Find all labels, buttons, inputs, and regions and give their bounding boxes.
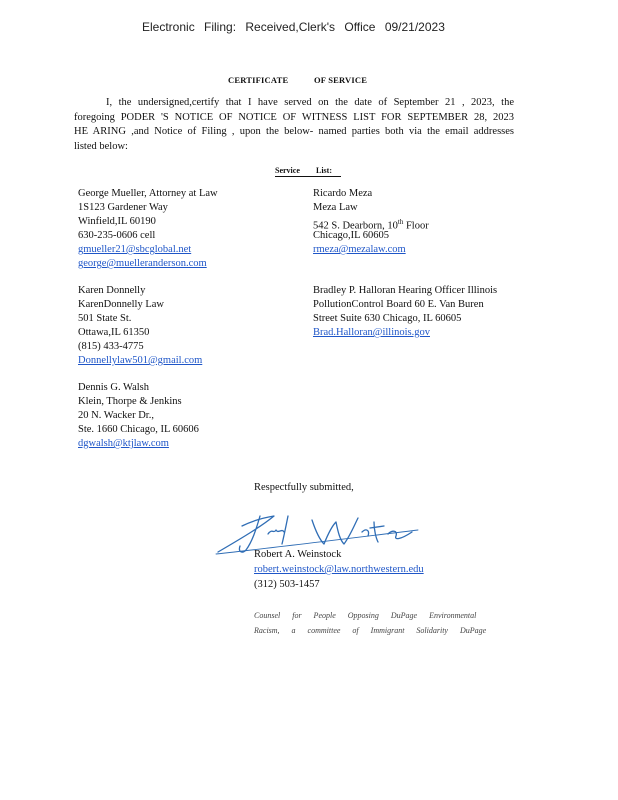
certificate-title: CERTIFICATE [228, 75, 289, 85]
address-superscript: th [397, 218, 404, 226]
party-address: 501 State St. [78, 313, 132, 324]
party-city: Ottawa,IL 61350 [78, 327, 150, 338]
party-city: Winfield,IL 60190 [78, 216, 156, 227]
party-city: Chicago,IL 60605 [313, 230, 390, 241]
party-firm: Meza Law [313, 202, 358, 213]
respectfully-submitted: Respectfully submitted, [254, 482, 354, 493]
party-city: Ste. 1660 Chicago, IL 60606 [78, 424, 199, 435]
filing-stamp: Electronic Filing: Received,Clerk's Office 09/21/2023 [142, 20, 445, 34]
email-link[interactable]: gmueller21@sbcglobal.net [78, 244, 192, 255]
service-list-label: Service [275, 166, 300, 175]
service-list-label-suffix: List: [316, 166, 332, 175]
party-name: Ricardo Meza [313, 188, 373, 199]
party-name: George Mueller, Attorney at Law [78, 188, 218, 199]
email-link[interactable]: Donnellylaw501@gmail.com [78, 355, 203, 366]
counsel-line: Racism, a committee of Immigrant Solidarity DuPage [254, 626, 487, 635]
signer-name: Robert A. Weinstock [254, 549, 342, 560]
party-name: Bradley P. Halloran Hearing Officer Illinois [313, 285, 498, 296]
address-suffix: Floor [405, 220, 429, 232]
party-walsh [78, 381, 199, 451]
party-donnelly [78, 284, 202, 368]
party-firm: KarenDonnelly Law [78, 299, 165, 310]
party-address: 20 N. Wacker Dr., [78, 410, 154, 421]
service-list-underline [275, 176, 341, 177]
paragraph-line: foregoing PODER 'S NOTICE OF NOTICE OF WITNESS LIST FOR SEPTEMBER 28, 2023 [74, 111, 514, 123]
party-name: Dennis G. Walsh [78, 382, 149, 393]
paragraph-line: listed below: [74, 140, 128, 152]
email-link[interactable]: dgwalsh@ktjlaw.com [78, 438, 169, 449]
signer-phone: (312) 503-1457 [254, 579, 320, 590]
address-prefix: 542 S. Dearborn, 10 [313, 220, 398, 232]
party-mueller [78, 187, 218, 271]
email-link[interactable]: george@muelleranderson.com [78, 258, 207, 269]
email-link[interactable]: Brad.Halloran@illinois.gov [313, 327, 430, 338]
party-firm: Klein, Thorpe & Jenkins [78, 396, 182, 407]
party-phone: (815) 433-4775 [78, 341, 144, 352]
paragraph-line: HE ARING ,and Notice of Filing , upon the below- named parties both via the email addresses [74, 126, 514, 137]
party-name: Karen Donnelly [78, 285, 146, 296]
paragraph-line: I, the undersigned,certify that I have served on the date of September 21 , 2023, the [106, 97, 514, 108]
certificate-paragraph [74, 96, 514, 154]
party-address: Street Suite 630 Chicago, IL 60605 [313, 313, 462, 324]
counsel-line: Counsel for People Opposing DuPage Environmental [254, 611, 477, 620]
certificate-title-suffix: OF SERVICE [314, 75, 368, 85]
party-phone: 630-235-0606 cell [78, 230, 156, 241]
email-link[interactable]: rmeza@mezalaw.com [313, 244, 406, 255]
party-meza [313, 187, 429, 257]
party-address [313, 215, 429, 232]
party-address: 1S123 Gardener Way [78, 202, 168, 213]
signer-email-link[interactable]: robert.weinstock@law.northwestern.edu [254, 564, 424, 575]
party-halloran [313, 284, 497, 340]
party-agency: PollutionControl Board 60 E. Van Buren [313, 299, 484, 310]
